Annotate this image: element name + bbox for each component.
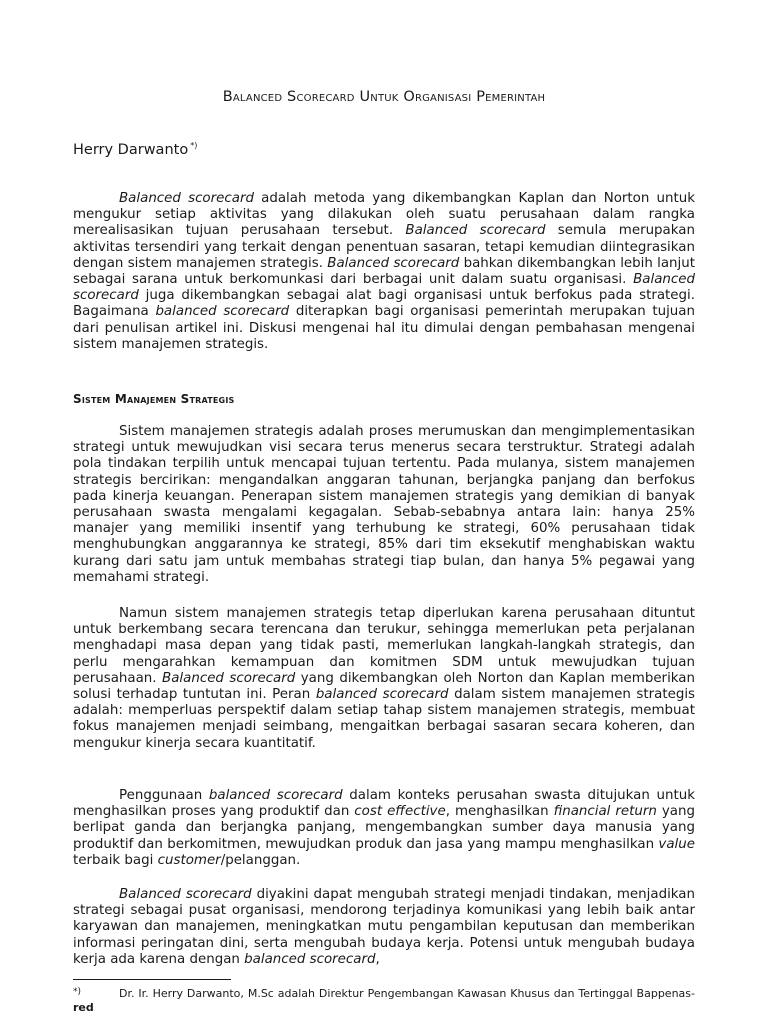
text-run: Namun sistem manajemen strategis tetap diperlukan karena perusahaan dituntut untuk berkembang secara terencana dan terukur, sehingga memerlukan peta perjalanan menghadapi masa depan yang tidak pasti, memerlukan langkah-langkah strategis, dan perlu mengarahkan kemampuan dan komitmen SDM untuk mewujudkan tujuan perusahaan. — [73, 606, 695, 686]
body-paragraph-3 — [73, 788, 695, 869]
text-run: , menghasilkan — [445, 804, 554, 820]
body-paragraph-1 — [73, 424, 695, 586]
text-run: diterapkan bagi organisasi pemerintah merupakan tujuan dari penulisan artikel ini. Diskusi mengenai hal itu dimulai dengan pembahasan mengenai sistem manajemen strategis. — [73, 304, 695, 352]
italic-term: cost effective — [354, 804, 446, 820]
italic-term: Balanced scorecard — [162, 670, 296, 686]
text-run: semula merupakan aktivitas tersendiri yang terkait dengan penentuan sasaran, tetapi kemudian diintegrasikan dengan sistem manajemen strategis. — [73, 223, 695, 271]
body-paragraph-2 — [73, 606, 695, 752]
text-run: yang dikembangkan oleh Norton dan Kaplan memberikan solusi terhadap tuntutan ini. Peran — [73, 670, 695, 703]
italic-term: customer — [157, 852, 221, 868]
text-run: bahkan dikembangkan lebih lanjut sebagai sarana untuk berkomunkasi dari berbagai unit dalam suatu organisasi. — [73, 255, 696, 288]
text-run: diyakini dapat mengubah strategi menjadi tindakan, menjadikan strategi sebagai pusat organisasi, mendorong terjadinya komunikasi yang lebih baik antar karyawan dan manajemen, meningkatkan mutu pengambilan keputusan dan memberikan informasi peringatan dini, serta mengubah budaya kerja. Potensi untuk mengubah budaya kerja ada karena dengan — [73, 887, 695, 967]
text-run: adalah metoda yang dikembangkan Kaplan dan Norton untuk mengukur setiap aktivitas yang dilakukan oleh suatu perusahaan dalam rangka merealisasikan tujuan perusahaan tersebut. — [73, 191, 695, 239]
document-title: Balanced Scorecard Untuk Organisasi Pemerintah — [222, 89, 546, 105]
italic-term: balanced scorecard — [244, 951, 376, 967]
footnote-suffix: red — [73, 1001, 94, 1014]
italic-term: Balanced scorecard — [327, 255, 460, 271]
text-run: /pelanggan. — [220, 852, 301, 868]
author-name: Herry Darwanto — [73, 142, 189, 158]
text-run: Penggunaan — [119, 788, 209, 803]
italic-term: Balanced scorecard — [119, 191, 254, 206]
italic-term: balanced scorecard — [155, 304, 290, 320]
italic-term: Balanced scorecard — [73, 272, 695, 304]
text-run: dalam sistem manajemen strategis adalah: memperluas perspektif dalam setiap tahap sistem manajemen strategis, membuat fokus manajemen menjadi seimbang, mengaitkan berbagai sasaran secara koheren, dan mengukur kinerja secara kuantitatif. — [73, 687, 696, 751]
text-run: , — [375, 951, 380, 967]
footnote-text: Dr. Ir. Herry Darwanto, M.Sc adalah Direktur Pengembangan Kawasan Khusus dan Tertinggal Bappenas- — [119, 987, 695, 1000]
text-run: dalam konteks perusahan swasta ditujukan untuk menghasilkan proses yang produktif dan — [73, 788, 696, 820]
intro-paragraph — [73, 191, 695, 353]
italic-term: Balanced scorecard — [119, 887, 252, 902]
italic-term: financial return — [553, 804, 657, 820]
italic-term: value — [658, 836, 695, 852]
author-footnote-mark: *) — [190, 141, 198, 150]
footnote-rule — [73, 979, 231, 980]
text-run: terbaik bagi — [73, 852, 158, 868]
italic-term: Balanced scorecard — [405, 223, 546, 239]
text-run: yang berlipat ganda dan berjangka panjang, mengembangkan sumber daya manusia yang produktif dan berkomitmen, mewujudkan produk dan jasa yang mampu menghasilkan — [73, 804, 695, 852]
italic-term: balanced scorecard — [315, 687, 449, 703]
footnote — [73, 985, 695, 1015]
body-paragraph-4 — [73, 887, 695, 968]
text-run: juga dikembangkan sebagai alat bagi organisasi untuk berfokus pada strategi. Bagaimana — [73, 288, 695, 320]
text-run: Sistem manajemen strategis adalah proses merumuskan dan mengimplementasikan strategi untuk mewujudkan visi secara terus menerus secara terstruktur. Strategi adalah pola tindakan terpilih untuk mencapai tujuan tertentu. Pada mulanya, sistem manajemen strategis bercirikan: mengandalkan anggaran tahunan, berjangka panjang dan berfokus pada kinerja keuangan. Penerapan sistem manajemen strategis yang demikian di banyak perusahaan swasta mengalami kegagalan. Sebab-sebabnya antara lain: hanya 25% manajer yang memiliki insentif yang terhubung ke strategi, 60% perusahaan tidak menghubungkan anggarannya ke strategi, 85% dari tim eksekutif menghabiskan waktu kurang dari satu jam untuk membahas strategi tiap bulan, dan hanya 5% pegawai yang memahami strategi. — [73, 424, 695, 585]
author-line — [73, 141, 197, 158]
section-heading: Sistem Manajemen Strategis — [73, 392, 235, 406]
italic-term: balanced scorecard — [208, 788, 343, 803]
footnote-mark: *) — [73, 987, 82, 997]
